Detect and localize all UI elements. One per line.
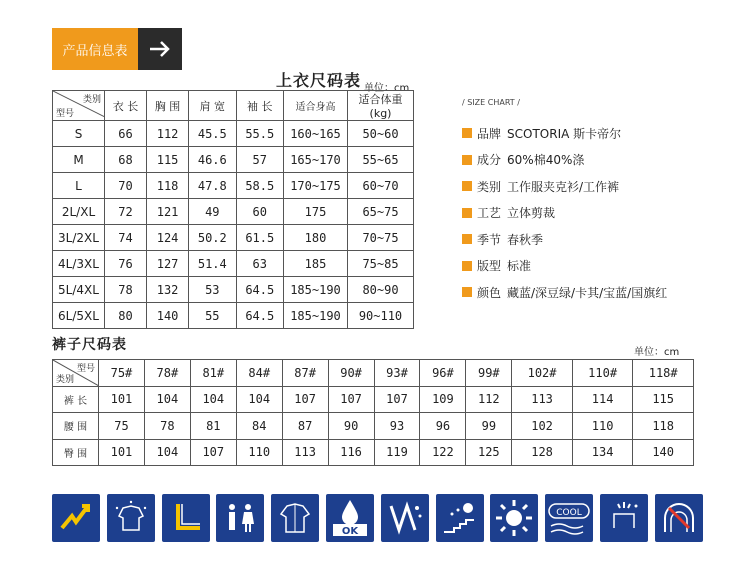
value-cell: 118 bbox=[147, 173, 189, 199]
value-cell: 99 bbox=[466, 413, 512, 440]
size-header-cell: 93# bbox=[374, 360, 420, 387]
size-cell: L bbox=[53, 173, 105, 199]
svg-text:COOL: COOL bbox=[556, 508, 582, 518]
value-cell: 64.5 bbox=[236, 303, 283, 329]
size-cell: 5L/4XL bbox=[53, 277, 105, 303]
anti-static-icon bbox=[381, 494, 429, 542]
size-cell: 2L/XL bbox=[53, 199, 105, 225]
value-cell: 128 bbox=[512, 439, 573, 466]
size-header-cell: 78# bbox=[144, 360, 190, 387]
table-row bbox=[53, 147, 414, 173]
value-cell: 140 bbox=[633, 439, 694, 466]
size-header-cell: 81# bbox=[190, 360, 236, 387]
value-cell: 112 bbox=[466, 386, 512, 413]
info-row bbox=[462, 226, 667, 253]
value-cell: 63 bbox=[236, 251, 283, 277]
size-header-cell: 99# bbox=[466, 360, 512, 387]
top-size-table bbox=[52, 90, 414, 329]
size-header-cell: 84# bbox=[236, 360, 282, 387]
size-cell: 3L/2XL bbox=[53, 225, 105, 251]
value-cell: 134 bbox=[572, 439, 633, 466]
value-cell: 104 bbox=[236, 386, 282, 413]
header-cell: 适合身高 bbox=[284, 91, 348, 121]
value-cell: 114 bbox=[572, 386, 633, 413]
value-cell: 104 bbox=[144, 439, 190, 466]
value-cell: 45.5 bbox=[189, 121, 236, 147]
header-cell: 衣 长 bbox=[105, 91, 147, 121]
value-cell: 49 bbox=[189, 199, 236, 225]
size-header-cell: 110# bbox=[572, 360, 633, 387]
bullet-square-icon bbox=[462, 287, 472, 297]
value-cell: 170~175 bbox=[284, 173, 348, 199]
stretch-fabric-icon bbox=[162, 494, 210, 542]
info-value: 标准 bbox=[507, 259, 532, 274]
value-cell: 60 bbox=[236, 199, 283, 225]
value-cell: 65~75 bbox=[348, 199, 414, 225]
value-cell: 122 bbox=[420, 439, 466, 466]
value-cell: 55.5 bbox=[236, 121, 283, 147]
value-cell: 57 bbox=[236, 147, 283, 173]
corner-bottom-label: 型号 bbox=[56, 109, 75, 119]
table-row bbox=[53, 121, 414, 147]
size-header-cell: 118# bbox=[633, 360, 694, 387]
row-label: 腰 围 bbox=[53, 413, 99, 440]
value-cell: 109 bbox=[420, 386, 466, 413]
shirt-icon bbox=[271, 494, 319, 542]
banner-title: 产品信息表 bbox=[52, 28, 138, 70]
size-cell: 6L/5XL bbox=[53, 303, 105, 329]
info-key: 品牌 bbox=[477, 126, 502, 141]
value-cell: 55~65 bbox=[348, 147, 414, 173]
value-cell: 76 bbox=[105, 251, 147, 277]
top-unit: 单位：cm bbox=[364, 83, 410, 94]
info-value: 春秋季 bbox=[507, 232, 544, 247]
size-header-cell: 90# bbox=[328, 360, 374, 387]
value-cell: 140 bbox=[147, 303, 189, 329]
value-cell: 81 bbox=[190, 413, 236, 440]
info-key: 类别 bbox=[477, 179, 502, 194]
value-cell: 51.4 bbox=[189, 251, 236, 277]
value-cell: 74 bbox=[105, 225, 147, 251]
value-cell: 78 bbox=[144, 413, 190, 440]
info-value: 工作服夹克衫/工作裤 bbox=[507, 179, 620, 194]
value-cell: 165~170 bbox=[284, 147, 348, 173]
product-info-list bbox=[462, 120, 667, 306]
value-cell: 96 bbox=[420, 413, 466, 440]
bullet-square-icon bbox=[462, 234, 472, 244]
table-row bbox=[53, 303, 414, 329]
bullet-square-icon bbox=[462, 155, 472, 165]
table-row bbox=[53, 413, 694, 440]
value-cell: 110 bbox=[572, 413, 633, 440]
lightning-icon bbox=[52, 494, 100, 542]
pants-unit: 单位：cm bbox=[634, 347, 680, 358]
corner-top-label: 型号 bbox=[76, 364, 95, 374]
table-row bbox=[53, 225, 414, 251]
info-value: 60%棉40%涤 bbox=[507, 153, 585, 168]
sun-icon bbox=[490, 494, 538, 542]
size-cell: 4L/3XL bbox=[53, 251, 105, 277]
bullet-square-icon bbox=[462, 128, 472, 138]
info-value: SCOTORIA 斯卡帝尔 bbox=[507, 126, 622, 141]
corner-cell bbox=[53, 360, 99, 387]
header-cell: 肩 宽 bbox=[189, 91, 236, 121]
value-cell: 87 bbox=[282, 413, 328, 440]
value-cell: 185~190 bbox=[284, 303, 348, 329]
size-header-cell: 87# bbox=[282, 360, 328, 387]
product-info-banner bbox=[52, 28, 182, 70]
value-cell: 72 bbox=[105, 199, 147, 225]
value-cell: 185~190 bbox=[284, 277, 348, 303]
value-cell: 107 bbox=[328, 386, 374, 413]
corner-cell bbox=[53, 91, 105, 121]
value-cell: 53 bbox=[189, 277, 236, 303]
value-cell: 116 bbox=[328, 439, 374, 466]
size-cell: S bbox=[53, 121, 105, 147]
value-cell: 93 bbox=[374, 413, 420, 440]
value-cell: 70~75 bbox=[348, 225, 414, 251]
pants-size-title: 裤子尺码表 bbox=[52, 337, 127, 353]
value-cell: 180 bbox=[284, 225, 348, 251]
info-row bbox=[462, 253, 667, 280]
value-cell: 61.5 bbox=[236, 225, 283, 251]
cool-icon bbox=[545, 494, 593, 542]
arrow-right-icon bbox=[138, 28, 182, 70]
value-cell: 104 bbox=[190, 386, 236, 413]
value-cell: 104 bbox=[144, 386, 190, 413]
header-cell: 胸 围 bbox=[147, 91, 189, 121]
table-header-row bbox=[53, 91, 414, 121]
value-cell: 84 bbox=[236, 413, 282, 440]
value-cell: 101 bbox=[99, 439, 145, 466]
table-row bbox=[53, 173, 414, 199]
table-row bbox=[53, 439, 694, 466]
value-cell: 64.5 bbox=[236, 277, 283, 303]
info-row bbox=[462, 279, 667, 306]
info-key: 版型 bbox=[477, 259, 502, 274]
value-cell: 101 bbox=[99, 386, 145, 413]
value-cell: 112 bbox=[147, 121, 189, 147]
value-cell: 115 bbox=[633, 386, 694, 413]
header-cell: 袖 长 bbox=[236, 91, 283, 121]
value-cell: 46.6 bbox=[189, 147, 236, 173]
unisex-icon bbox=[216, 494, 264, 542]
size-header-cell: 102# bbox=[512, 360, 573, 387]
value-cell: 107 bbox=[374, 386, 420, 413]
table-row bbox=[53, 251, 414, 277]
value-cell: 90 bbox=[328, 413, 374, 440]
table-row bbox=[53, 386, 694, 413]
wicking-icon bbox=[600, 494, 648, 542]
info-key: 工艺 bbox=[477, 206, 502, 221]
value-cell: 60~70 bbox=[348, 173, 414, 199]
bullet-square-icon bbox=[462, 261, 472, 271]
value-cell: 50.2 bbox=[189, 225, 236, 251]
info-row bbox=[462, 173, 667, 200]
info-key: 成分 bbox=[477, 153, 502, 168]
feature-icon-row bbox=[52, 494, 703, 542]
info-value: 立体剪裁 bbox=[507, 206, 556, 221]
bullet-square-icon bbox=[462, 181, 472, 191]
stain-resist-icon bbox=[655, 494, 703, 542]
value-cell: 47.8 bbox=[189, 173, 236, 199]
value-cell: 115 bbox=[147, 147, 189, 173]
table-header-row bbox=[53, 360, 694, 387]
size-header-cell: 75# bbox=[99, 360, 145, 387]
info-key: 颜色 bbox=[477, 285, 502, 300]
value-cell: 80 bbox=[105, 303, 147, 329]
info-row bbox=[462, 200, 667, 227]
size-header-cell: 96# bbox=[420, 360, 466, 387]
top-size-title: 上衣尺码表 bbox=[276, 71, 362, 90]
value-cell: 50~60 bbox=[348, 121, 414, 147]
size-chart-label: / SIZE CHART / bbox=[462, 98, 520, 107]
bullet-square-icon bbox=[462, 208, 472, 218]
info-key: 季节 bbox=[477, 232, 502, 247]
header-cell: 适合体重(kg) bbox=[348, 91, 414, 121]
value-cell: 107 bbox=[190, 439, 236, 466]
value-cell: 80~90 bbox=[348, 277, 414, 303]
value-cell: 70 bbox=[105, 173, 147, 199]
value-cell: 90~110 bbox=[348, 303, 414, 329]
sweat-icon bbox=[436, 494, 484, 542]
size-cell: M bbox=[53, 147, 105, 173]
value-cell: 75 bbox=[99, 413, 145, 440]
info-value: 藏蓝/深豆绿/卡其/宝蓝/国旗红 bbox=[507, 285, 668, 300]
value-cell: 118 bbox=[633, 413, 694, 440]
value-cell: 132 bbox=[147, 277, 189, 303]
value-cell: 185 bbox=[284, 251, 348, 277]
value-cell: 102 bbox=[512, 413, 573, 440]
value-cell: 107 bbox=[282, 386, 328, 413]
table-row bbox=[53, 199, 414, 225]
value-cell: 110 bbox=[236, 439, 282, 466]
corner-bottom-label: 类别 bbox=[56, 374, 75, 385]
value-cell: 75~85 bbox=[348, 251, 414, 277]
table-row bbox=[53, 277, 414, 303]
value-cell: 127 bbox=[147, 251, 189, 277]
value-cell: 58.5 bbox=[236, 173, 283, 199]
value-cell: 55 bbox=[189, 303, 236, 329]
value-cell: 125 bbox=[466, 439, 512, 466]
value-cell: 121 bbox=[147, 199, 189, 225]
row-label: 裤 长 bbox=[53, 386, 99, 413]
info-row bbox=[462, 147, 667, 174]
svg-text:OK: OK bbox=[341, 526, 359, 537]
value-cell: 113 bbox=[282, 439, 328, 466]
value-cell: 78 bbox=[105, 277, 147, 303]
info-row bbox=[462, 120, 667, 147]
pants-size-table bbox=[52, 359, 694, 466]
value-cell: 175 bbox=[284, 199, 348, 225]
value-cell: 68 bbox=[105, 147, 147, 173]
corner-top-label: 类别 bbox=[82, 95, 101, 105]
row-label: 臀 围 bbox=[53, 439, 99, 466]
value-cell: 124 bbox=[147, 225, 189, 251]
value-cell: 119 bbox=[374, 439, 420, 466]
value-cell: 113 bbox=[512, 386, 573, 413]
breathable-shirt-icon bbox=[107, 494, 155, 542]
value-cell: 160~165 bbox=[284, 121, 348, 147]
washable-ok-icon bbox=[326, 494, 374, 542]
value-cell: 66 bbox=[105, 121, 147, 147]
